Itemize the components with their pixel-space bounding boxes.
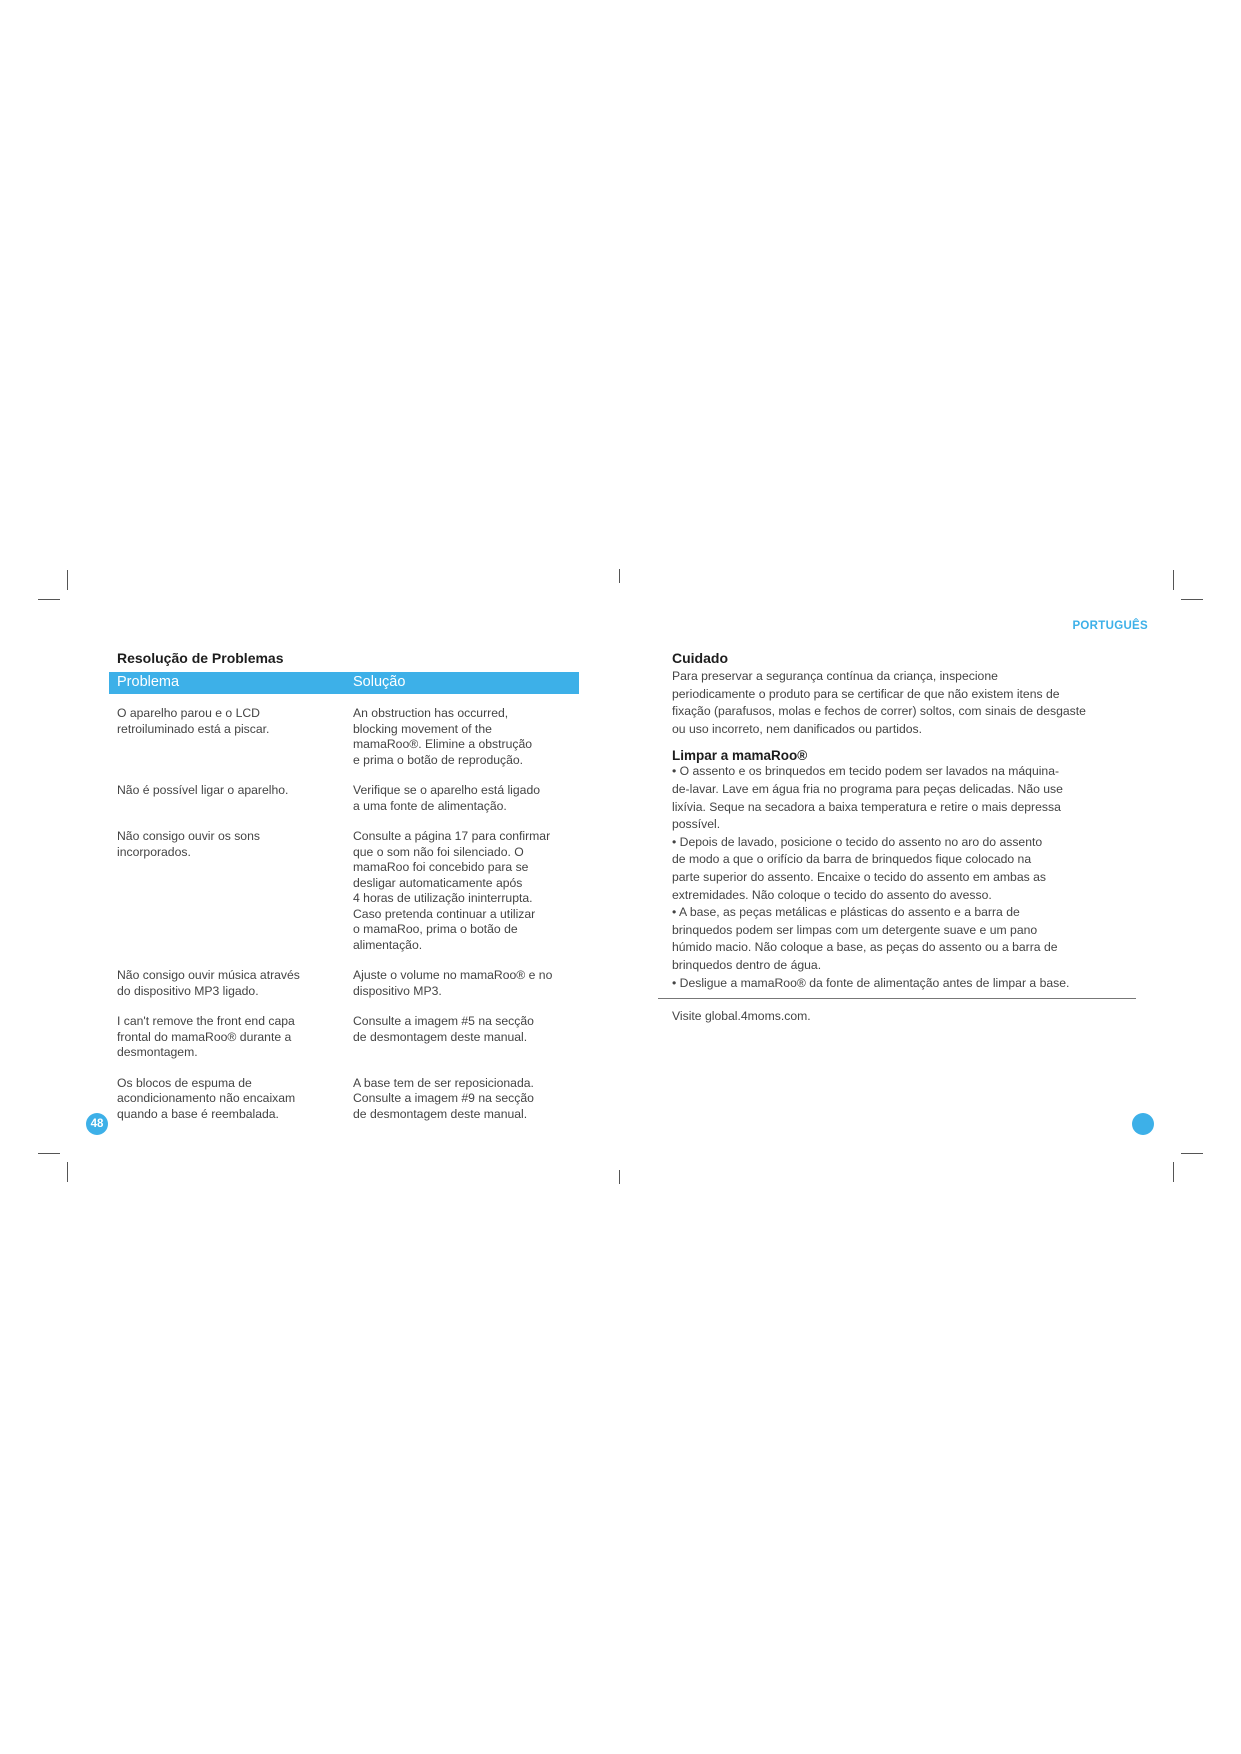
text-line: de-lavar. Lave em água fria no programa para peças delicadas. Não use xyxy=(672,781,1063,796)
problem-cell xyxy=(117,1076,353,1123)
solution-line: de desmontagem deste manual. xyxy=(353,1106,528,1121)
column-header-problem: Problema xyxy=(117,674,180,690)
problem-line: Não é possível ligar o aparelho. xyxy=(117,783,289,797)
solution-cell xyxy=(353,706,579,768)
problem-line: retroiluminado está a piscar. xyxy=(117,721,270,736)
text-line: possível. xyxy=(672,817,721,832)
table-row xyxy=(117,968,579,999)
page-number-badge: 48 xyxy=(86,1113,108,1135)
text-line: brinquedos dentro de água. xyxy=(672,957,822,972)
solution-line: 4 horas de utilização ininterrupta. xyxy=(353,891,533,905)
crop-mark xyxy=(67,1162,68,1182)
solution-line: desligar automaticamente após xyxy=(353,875,523,890)
text-line: • O assento e os brinquedos em tecido podem ser lavados na máquina- xyxy=(672,764,1060,779)
table-header xyxy=(109,672,579,694)
problem-line: O aparelho parou e o LCD xyxy=(117,706,260,720)
left-page xyxy=(117,650,579,1122)
text-line: • Depois de lavado, posicione o tecido do assento no aro do assento xyxy=(672,834,1043,849)
problem-line: Não consigo ouvir música através xyxy=(117,968,300,982)
crop-mark xyxy=(619,569,620,583)
care-title: Cuidado xyxy=(672,650,728,666)
visit-text: Visite global.4moms.com. xyxy=(672,1009,811,1024)
solution-cell xyxy=(353,829,579,953)
problem-line: incorporados. xyxy=(117,844,191,859)
solution-line: Consulte a página 17 para confirmar xyxy=(353,829,551,843)
problem-cell xyxy=(117,968,353,999)
solution-line: A base tem de ser reposicionada. xyxy=(353,1075,534,1090)
text-line: húmido macio. Não coloque a base, as peças do assento ou a barra de xyxy=(672,940,1058,955)
crop-mark xyxy=(38,599,60,600)
text-line: parte superior do assento. Encaixe o tecido do assento em ambas as xyxy=(672,869,1046,884)
solution-line: de desmontagem deste manual. xyxy=(353,1029,528,1044)
crop-mark xyxy=(1181,1153,1203,1154)
problem-line: I can't remove the front end capa xyxy=(117,1014,295,1028)
problem-line: do dispositivo MP3 ligado. xyxy=(117,983,259,998)
problem-line: quando a base é reembalada. xyxy=(117,1106,279,1121)
text-line: fixação (parafusos, molas e fechos de correr) soltos, com sinais de desgaste xyxy=(672,704,1086,719)
solution-line: Ajuste o volume no mamaRoo® e no xyxy=(353,968,553,982)
crop-mark xyxy=(67,570,68,590)
solution-line: Verifique se o aparelho está ligado xyxy=(353,783,541,797)
solution-cell xyxy=(353,1076,579,1123)
text-line: de modo a que o orifício da barra de brinquedos fique colocado na xyxy=(672,852,1032,867)
problem-line: desmontagem. xyxy=(117,1045,198,1059)
troubleshooting-table xyxy=(117,706,579,1122)
solution-cell xyxy=(353,968,579,999)
problem-line: Não consigo ouvir os sons xyxy=(117,829,260,843)
text-line: ou uso incorreto, nem danificados ou partidos. xyxy=(672,721,922,736)
solution-line: dispositivo MP3. xyxy=(353,983,442,998)
text-line: • Desligue a mamaRoo® da fonte de alimentação antes de limpar a base. xyxy=(672,975,1070,990)
column-header-solution: Solução xyxy=(353,674,406,690)
divider xyxy=(658,998,1136,999)
solution-line: a uma fonte de alimentação. xyxy=(353,798,507,813)
problem-cell xyxy=(117,706,353,768)
language-label: PORTUGUÊS xyxy=(1072,620,1148,632)
solution-line: Consulte a imagem #9 na secção xyxy=(353,1091,534,1105)
solution-line: que o som não foi silenciado. O xyxy=(353,844,524,859)
solution-line: mamaRoo foi concebido para se xyxy=(353,860,529,874)
solution-line: Caso pretenda continuar a utilizar xyxy=(353,906,536,921)
crop-mark xyxy=(1181,599,1203,600)
crop-mark xyxy=(1173,570,1174,590)
section-title: Resolução de Problemas xyxy=(117,650,284,666)
table-row xyxy=(117,706,579,768)
crop-mark xyxy=(1173,1162,1174,1182)
solution-line: Consulte a imagem #5 na secção xyxy=(353,1014,534,1028)
text-line: periodicamente o produto para se certificar de que não existem itens de xyxy=(672,686,1060,701)
care-paragraph xyxy=(672,668,1144,738)
text-line: brinquedos podem ser limpas com um detergente suave e um pano xyxy=(672,922,1038,937)
solution-line: blocking movement of the xyxy=(353,721,492,736)
page-badge-right xyxy=(1132,1113,1154,1135)
right-page xyxy=(672,650,1144,1026)
table-row xyxy=(117,829,579,953)
solution-line: e prima o botão de reprodução. xyxy=(353,752,524,767)
text-line: Para preservar a segurança contínua da criança, inspecione xyxy=(672,669,998,683)
text-line: lixívia. Seque na secadora a baixa temperatura e retire o mais depressa xyxy=(672,799,1061,814)
crop-mark xyxy=(38,1153,60,1154)
table-row xyxy=(117,783,579,814)
text-line: extremidades. Não coloque o tecido do assento do avesso. xyxy=(672,887,992,902)
clean-title: Limpar a mamaRoo® xyxy=(672,748,808,764)
problem-line: Os blocos de espuma de xyxy=(117,1075,252,1090)
solution-cell xyxy=(353,1014,579,1061)
crop-mark xyxy=(619,1170,620,1184)
text-line: • A base, as peças metálicas e plásticas do assento e a barra de xyxy=(672,905,1020,920)
solution-line: mamaRoo®. Elimine a obstrução xyxy=(353,737,533,751)
solution-line: An obstruction has occurred, xyxy=(353,706,509,720)
table-row xyxy=(117,1014,579,1061)
problem-line: acondicionamento não encaixam xyxy=(117,1091,296,1105)
clean-instructions xyxy=(672,763,1144,992)
solution-line: o mamaRoo, prima o botão de xyxy=(353,922,518,936)
solution-line: alimentação. xyxy=(353,937,423,952)
problem-cell xyxy=(117,1014,353,1061)
table-row xyxy=(117,1076,579,1123)
problem-cell xyxy=(117,783,353,814)
problem-cell xyxy=(117,829,353,953)
problem-line: frontal do mamaRoo® durante a xyxy=(117,1029,292,1044)
solution-cell xyxy=(353,783,579,814)
